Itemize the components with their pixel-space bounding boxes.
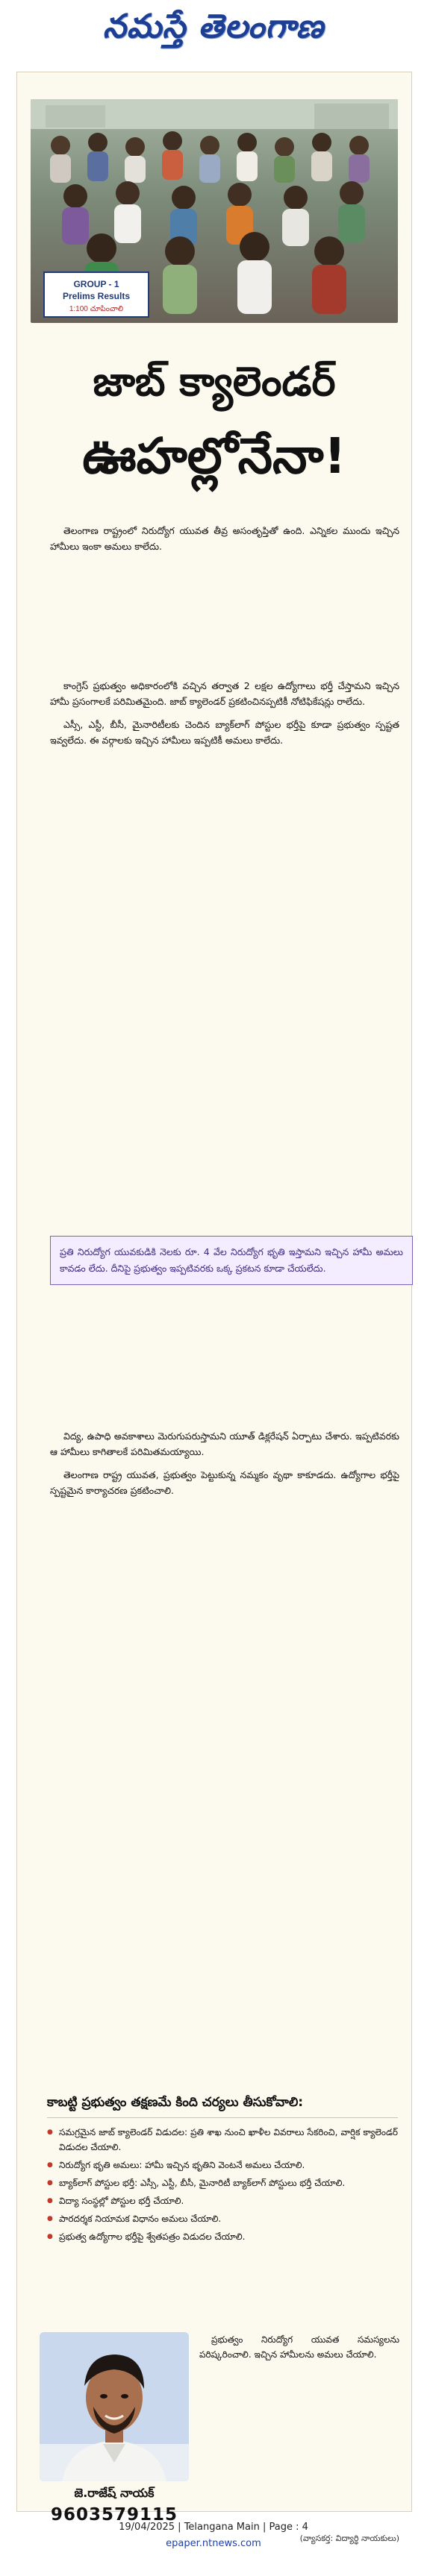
list-item: ● బ్యాక్‌లాగ్ పోస్టుల భర్తీ: ఎస్సీ, ఎస్టీ, బీసీ, మైనారిటీ బ్యాక్‌లాగ్ పోస్టులు భర్తీ చేయాలి. (47, 2176, 398, 2190)
newspaper-logo: నమస్తే తెలంగాణ (102, 7, 325, 45)
list-item: ● ప్రభుత్వ ఉద్యోగాల భర్తీపై శ్వేతపత్రం విడుదల చేయాలి. (47, 2229, 398, 2244)
article-intro (50, 523, 399, 562)
closing-text (199, 2332, 399, 2362)
placard-line-1: GROUP - 1 (73, 279, 119, 289)
intro-paragraph: తెలంగాణ రాష్ట్రంలో నిరుద్యోగ యువత తీవ్ర అసంతృప్తితో ఉంది. ఎన్నికల ముందు ఇచ్చిన హామీలు ఇంకా అమలు కాలేదు. (50, 525, 399, 552)
list-item: ● విద్యా సంస్థల్లో పోస్టుల భర్తీ చేయాలి. (47, 2193, 398, 2208)
author-photo (40, 2332, 189, 2481)
placard-line-2: Prelims Results (62, 291, 131, 301)
body-paragraph: ఎస్సీ, ఎస్టీ, బీసీ, మైనారిటీలకు చెందిన బ్యాక్‌లాగ్ పోస్టుల భర్తీపై కూడా ప్రభుత్వం స్పష్టత ఇవ్వలేదు. ఈ వర్గాలకు ఇచ్చిన హామీలు ఇప్పటికీ అమలు కాలేదు. (50, 719, 399, 746)
pull-quote: ప్రతి నిరుద్యోగ యువకుడికి నెలకు రూ. 4 వేల నిరుద్యోగ భృతి ఇస్తామని ఇచ్చిన హామీ అమలు కావడం లేదు. దీనిపై ప్రభుత్వం ఇప్పటివరకు ఒక్క ప్రకటన కూడా చేయలేదు. (50, 1236, 413, 1285)
headline-line-1: జాబ్ క్యాలెండర్ (93, 358, 336, 405)
protest-photo (31, 99, 398, 323)
author-byline: (వ్యాసకర్త: విద్యార్థి నాయకులు) (299, 2533, 399, 2543)
list-item: ● పారదర్శక నియామక విధానం అమలు చేయాలి. (47, 2211, 398, 2226)
placard (44, 272, 149, 317)
page-footer (0, 2519, 427, 2552)
closing-paragraph: ప్రభుత్వం నిరుద్యోగ యువత సమస్యలను పరిష్కరించాలి. ఇచ్చిన హామీలను అమలు చేయాలి. (199, 2334, 399, 2360)
demands-heading: కాబట్టి ప్రభుత్వం తక్షణమే కింది చర్యలు తీసుకోవాలి: (47, 2095, 398, 2118)
body-paragraph: కాంగ్రెస్ ప్రభుత్వం అధికారంలోకి వచ్చిన తర్వాత 2 లక్షల ఉద్యోగాలు భర్తీ చేస్తామని ఇచ్చిన హామీ ప్రసంగాలకే పరిమితమైంది. జాబ్ క్యాలెండర్ ప్రకటించినప్పటికీ నోటిఫికేషన్లు రాలేదు. (50, 680, 399, 707)
author-phone: 9603579115 (50, 2505, 178, 2525)
list-item: ● సమగ్రమైన జాబ్ క్యాలెండర్ విడుదల: ప్రతి శాఖ నుంచి ఖాళీల వివరాలు సేకరించి, వార్షిక క్యాలెండర్ విడుదల చేయాలి. (47, 2125, 398, 2155)
body-paragraph: విద్య, ఉపాధి అవకాశాలు మెరుగుపరుస్తామని యూత్ డిక్లరేషన్ ఏర్పాటు చేశారు. ఇప్పటివరకు ఆ హామీలు కాగితాలకే పరిమితమయ్యాయి. (50, 1430, 399, 1457)
demands-list (47, 2125, 398, 2247)
epaper-link[interactable]: epaper.ntnews.com (166, 2538, 261, 2549)
placard-line-3: 1:100 చూపించాలి (69, 305, 124, 313)
edition-info: 19/04/2025 | Telangana Main | Page : 4 (119, 2522, 308, 2533)
headline-line-2: ఊహల్లోనేనా! (82, 427, 346, 485)
author-name: జె.రాజేష్ నాయక్ (74, 2486, 155, 2500)
masthead (0, 0, 427, 61)
list-item: ● నిరుద్యోగ భృతి అమలు: హామీ ఇచ్చిన భృతిని వెంటనే అమలు చేయాలి. (47, 2158, 398, 2173)
article-body-1 (50, 678, 399, 755)
article-body-2 (50, 1428, 399, 1506)
body-paragraph: తెలంగాణ రాష్ట్ర యువత, ప్రభుత్వం పెట్టుకున్న నమ్మకం వృథా కాకూడదు. ఉద్యోగాల భర్తీపై స్పష్టమైన కార్యాచరణ ప్రకటించాలి. (50, 1469, 399, 1496)
